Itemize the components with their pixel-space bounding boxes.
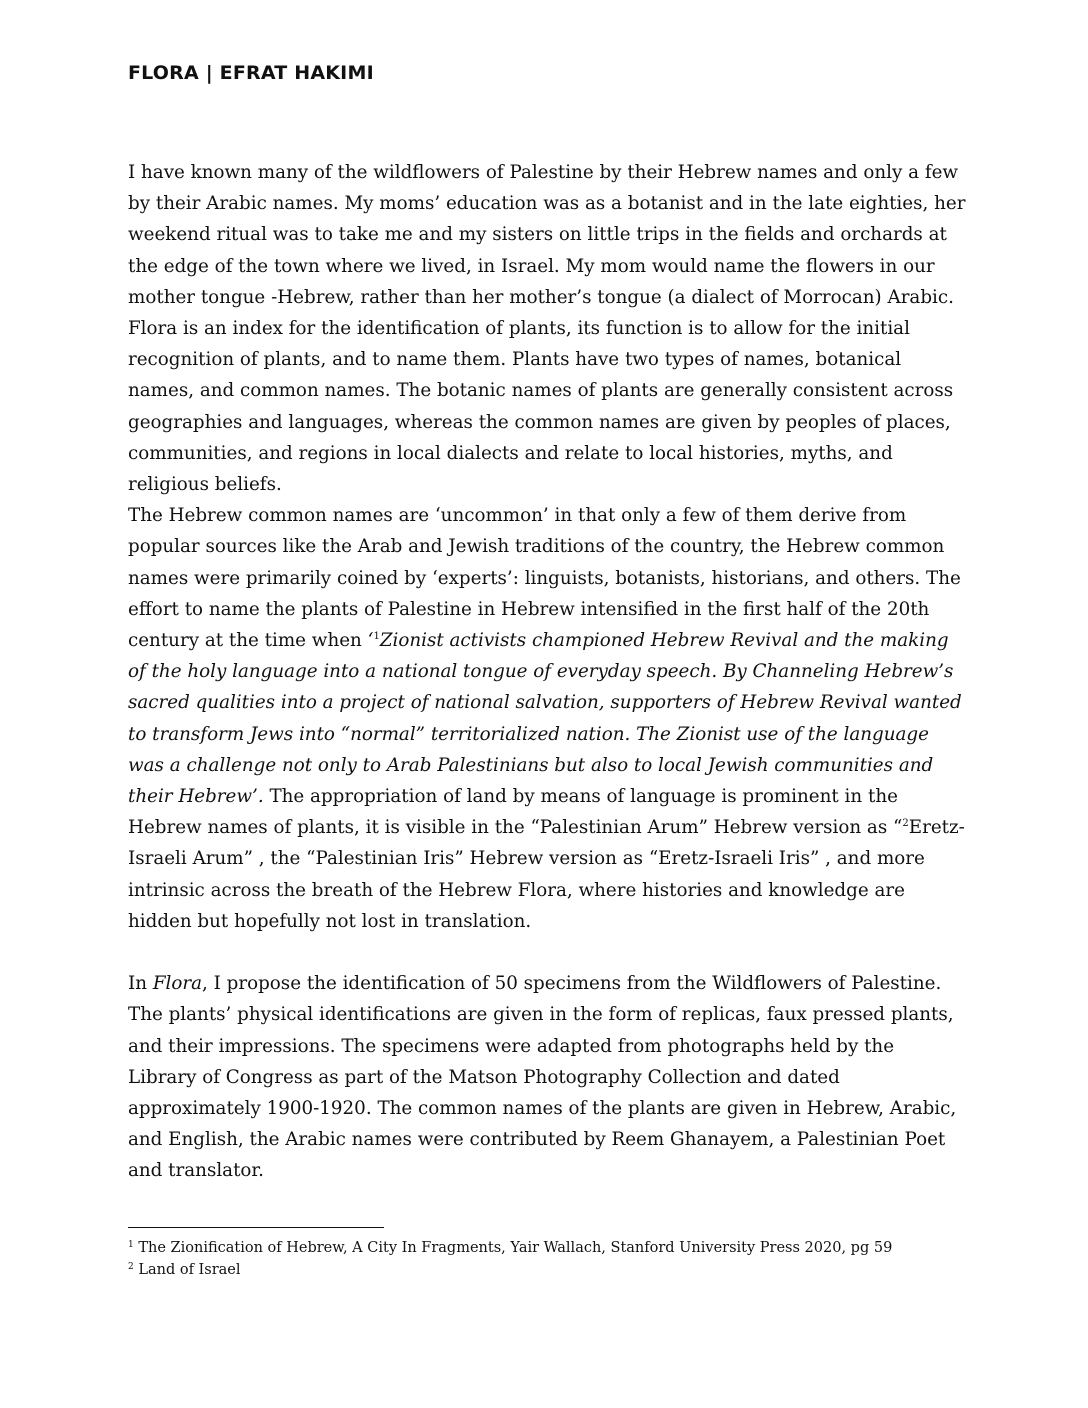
footnote-2-number: 2 bbox=[128, 1262, 134, 1272]
wallach-quote: Zionist activists championed Hebrew Revival and the making of the holy language into a national tongue of everyday speech. By Channeling Hebrew’s sacred qualities into a project of national salvation, supporters of Hebrew Revival wanted to transform Jews into “normal” territorialized nation. The Zionist use of the language was a challenge not only to Arab Palestinians but also to local Jewish communities and their Hebrew’. bbox=[128, 630, 962, 808]
paragraph-3-text-c: Eretz-Israeli Arum” , the “Palestinian Iris” Hebrew version as “Eretz-Israeli Iris” , and more intrinsic across the breath of the Hebrew Flora, where histories and knowledge are hidden but hopefully not lost in translation. bbox=[128, 817, 965, 932]
footnote-1-text: The Zionification of Hebrew, A City In Fragments, Yair Wallach, Stanford University Press 2020, pg 59 bbox=[133, 1240, 893, 1256]
paragraph-4-text-a: In bbox=[128, 973, 153, 995]
flora-title-italic: Flora bbox=[152, 973, 202, 995]
footnote-separator bbox=[128, 1227, 384, 1228]
paragraph-3-text-b: The appropriation of land by means of language is prominent in the Hebrew names of plants, it is visible in the “Palestinian Arum” Hebrew version as “ bbox=[128, 786, 903, 839]
footnotes bbox=[128, 1237, 892, 1281]
footnote-1-number: 1 bbox=[128, 1240, 134, 1250]
quote-open-mark: ‘ bbox=[367, 630, 374, 652]
footnote-1 bbox=[128, 1237, 892, 1259]
paragraph-4-text-b: , I propose the identification of 50 specimens from the Wildflowers of Palestine. The plants’ physical identifications are given in the form of replicas, faux pressed plants, and their impressions. The specimens were adapted from photographs held by the Library of Congress as part of the Matson Photography Collection and dated approximately 1900-1920. The common names of the plants are given in Hebrew, Arabic, and English, the Arabic names were contributed by Reem Ghanayem, a Palestinian Poet and translator. bbox=[128, 973, 957, 1182]
paragraph-1: I have known many of the wildflowers of Palestine by their Hebrew names and only a few by their Arabic names. My moms’ education was as a botanist and in the late eighties, her weekend ritual was to take me and my sisters on little trips in the fields and orchards at the edge of the town where we lived, in Israel. My mom would name the flowers in our mother tongue -Hebrew, rather than her mother’s tongue (a dialect of Morrocan) Arabic. bbox=[128, 162, 966, 308]
paragraph-2: Flora is an index for the identification of plants, its function is to allow for the initial recognition of plants, and to name them. Plants have two types of names, botanical names, and common names. The botanic names of plants are generally consistent across geographies and languages, whereas the common names are given by peoples of places, communities, and regions in local dialects and relate to local histories, myths, and religious beliefs. bbox=[128, 318, 954, 496]
document-body bbox=[128, 157, 968, 1187]
paragraph-4 bbox=[128, 968, 968, 1186]
footnote-2 bbox=[128, 1259, 892, 1281]
page-title: FLORA | EFRAT HAKIMI bbox=[128, 62, 374, 84]
footnote-ref-1: 1 bbox=[373, 631, 380, 643]
footnote-2-text: Land of Israel bbox=[133, 1262, 241, 1278]
footnote-ref-2: 2 bbox=[902, 818, 909, 830]
paragraph-3 bbox=[128, 500, 968, 937]
paragraph-gap bbox=[128, 937, 968, 968]
paragraph-3-text-a: The Hebrew common names are ‘uncommon’ in that only a few of them derive from popular sources like the Arab and Jewish traditions of the country, the Hebrew common names were primarily coined by ‘experts’: linguists, botanists, historians, and others. The effort to name the plants of Palestine in Hebrew intensified in the first half of the 20th century at the time when bbox=[128, 505, 961, 652]
